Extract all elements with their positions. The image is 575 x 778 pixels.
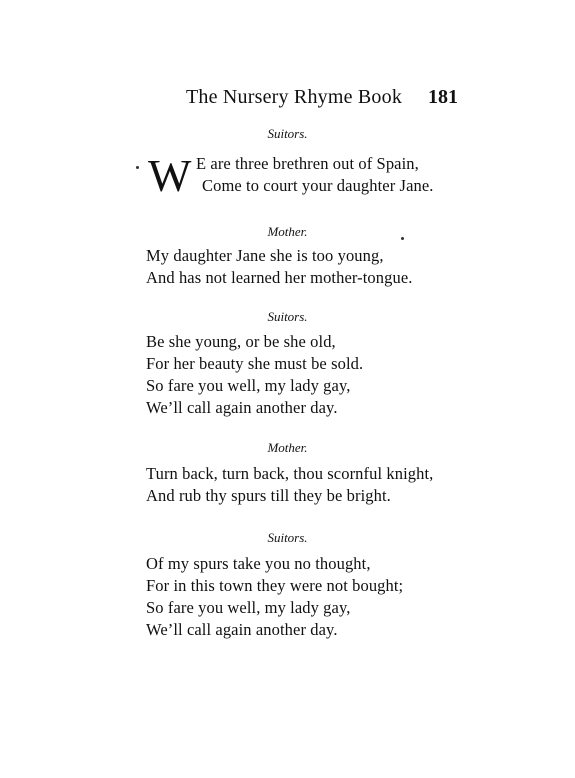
page-number: 181 (428, 86, 458, 108)
verse-line: We’ll call again another day. (146, 398, 338, 417)
verse-line: For in this town they were not bought; (146, 576, 404, 595)
verse-line: So fare you well, my lady gay, (146, 376, 351, 395)
verse-line: Of my spurs take you no thought, (146, 554, 371, 573)
verse-line: For her beauty she must be sold. (146, 354, 364, 373)
verse-line: So fare you well, my lady gay, (146, 598, 351, 617)
verse-line: My daughter Jane she is too young, (146, 246, 384, 265)
running-title: The Nursery Rhyme Book (186, 86, 403, 108)
print-speck (136, 166, 139, 169)
verse-line: We’ll call again another day. (146, 620, 338, 639)
verse-line: Come to court your daughter Jane. (202, 176, 434, 195)
speaker-heading: Suitors. (267, 126, 308, 141)
speaker-heading: Mother. (267, 440, 308, 455)
verse-line: E are three brethren out of Spain, (196, 154, 419, 173)
verse-line: Turn back, turn back, thou scornful knight, (146, 464, 434, 483)
verse-line: Be she young, or be she old, (146, 332, 336, 351)
verse-line: And has not learned her mother-tongue. (146, 268, 413, 287)
print-speck (401, 237, 404, 240)
drop-cap: W (148, 150, 192, 201)
verse-line: And rub thy spurs till they be bright. (146, 486, 391, 505)
speaker-heading: Suitors. (267, 309, 308, 324)
speaker-heading: Suitors. (267, 530, 308, 545)
speaker-heading: Mother. (267, 224, 308, 239)
